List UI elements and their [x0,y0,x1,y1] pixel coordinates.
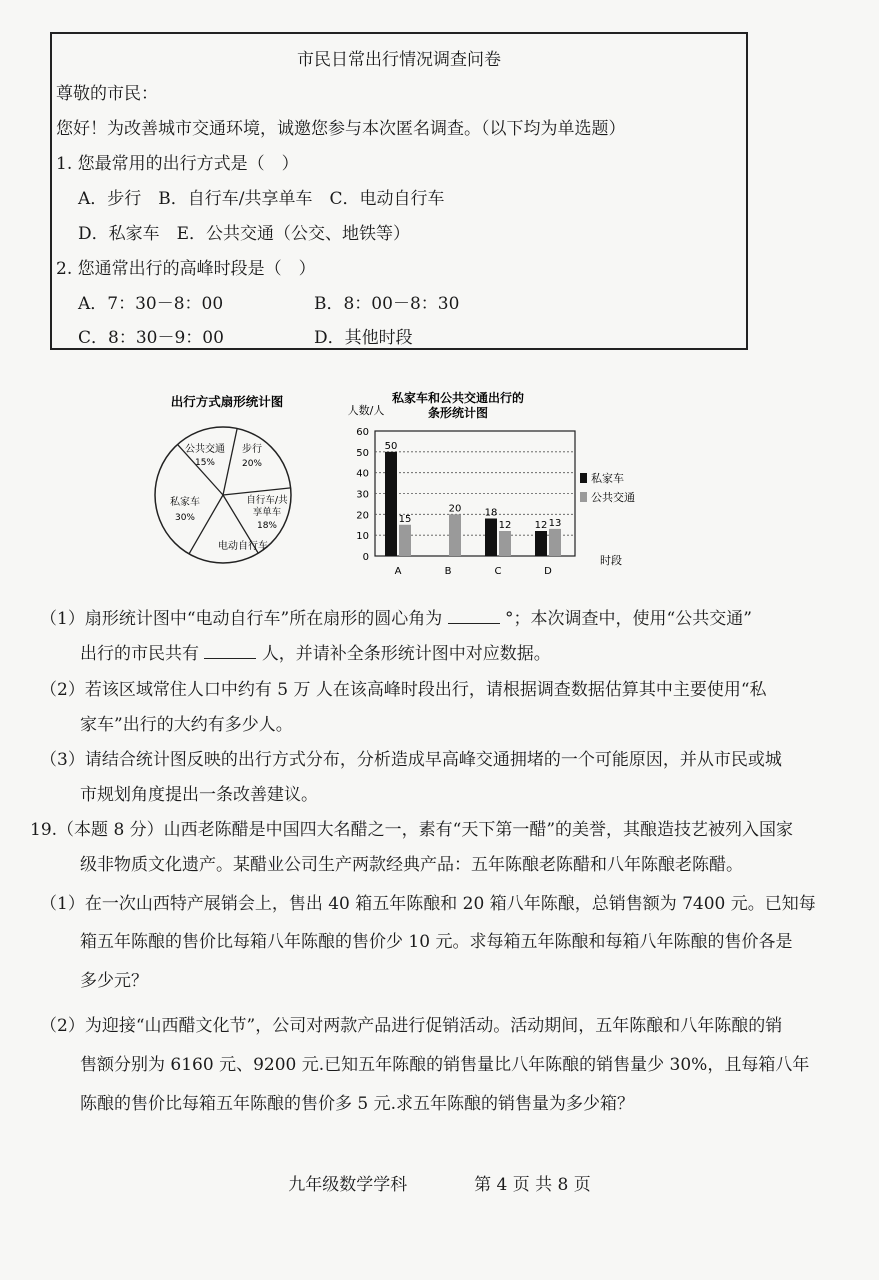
survey-q2-option-b: B．8：00－8：30 [314,294,460,314]
question-19-2-line-3: 陈酿的售价比每箱五年陈酿的售价多 5 元.求五年陈酿的销售量为多少箱？ [80,1094,635,1114]
question-19-2-line-1: （2）为迎接“山西醋文化节”，公司对两款产品进行促销活动。活动期间，五年陈酿和八年陈酿的销 [40,1016,783,1036]
question-19-line-2: 级非物质文化遗产。某醋业公司生产两款经典产品：五年陈酿老陈醋和八年陈酿老陈醋。 [80,855,743,875]
bar-x-tick-label: D [544,566,552,577]
question-3-line-2: 市规划角度提出一条改善建议。 [80,785,318,805]
question-1-part-b: °；本次调查中，使用“公共交通” [505,609,752,629]
question-1-part-a: （1）扇形统计图中“电动自行车”所在扇形的圆心角为 [40,609,443,629]
pie-slice-boundary [223,488,291,495]
bar-title-line1: 私家车和公共交通出行的 [391,391,525,405]
pie-label-ebike: 电动自行车 [218,541,268,552]
survey-box [50,32,748,350]
bar-data-label: 15 [398,513,412,525]
bar-x-tick-label: A [394,566,402,577]
bar-public-C [499,531,511,556]
pie-label-walk: 步行 [242,444,262,455]
question-1-part-c: 出行的市民共有 [80,644,199,664]
bar-y-tick-label: 50 [356,447,369,459]
bar-data-label: 12 [534,520,548,531]
legend-swatch-public [580,492,587,502]
pie-pct-bike: 18% [256,521,278,531]
footer-subject: 九年级数学学科 [288,1175,408,1195]
question-3-line-1: （3）请结合统计图反映的出行方式分布，分析造成早高峰交通拥堵的一个可能原因，并从市民或城 [40,750,782,770]
bar-y-tick-label: 40 [356,468,369,480]
bar-public-D [549,529,561,556]
pie-label-bike-2: 享单车 [252,507,282,518]
question-19-1-line-1: （1）在一次山西特产展销会上，售出 40 箱五年陈酿和 20 箱八年陈酿，总销售额为 7400 元。已知每 [40,894,816,914]
bar-y-tick-label: 60 [356,427,369,438]
answer-blank-count[interactable] [204,642,256,659]
question-19-2-line-2: 售额分别为 6160 元、9200 元.已知五年陈酿的销售量比八年陈酿的销售量少 30%，且每箱八年 [80,1055,810,1075]
page-footer [0,1170,879,1195]
pie-label-bike-1: 自行车/共 [246,495,288,506]
pie-chart [145,390,325,590]
bar-data-label: 13 [548,517,562,529]
bar-car-C [485,519,497,557]
bar-data-label: 20 [448,503,462,515]
bar-y-tick-label: 10 [356,531,369,543]
bar-title-line2: 条形统计图 [427,406,489,420]
bar-public-A [399,525,411,556]
answer-blank-angle[interactable] [448,607,500,624]
question-19-1-line-3: 多少元？ [80,971,148,991]
survey-q2-option-d: D．其他时段 [314,328,413,348]
bar-y-tick-label: 20 [356,510,369,522]
pie-slice-boundary [223,428,237,495]
survey-q1: 1. 您最常用的出行方式是（ ） [56,154,299,174]
question-1-line-2 [80,642,551,666]
bar-xlabel: 时段 [600,554,622,567]
question-2-line-2: 家车”出行的大约有多少人。 [80,715,293,735]
survey-title: 市民日常出行情况调查问卷 [297,50,501,70]
bar-chart [330,388,660,588]
question-19-line-1: 19.（本题 8 分）山西老陈醋是中国四大名醋之一，素有“天下第一醋”的美誉，其酿造技艺被列入国家 [30,820,794,840]
pie-pct-car: 30% [174,513,196,523]
legend-label-car: 私家车 [591,472,624,485]
bar-data-label: 12 [498,520,512,531]
survey-q2-option-a: A．7：30－8：00 [78,294,224,314]
question-1-line-1 [40,607,752,631]
question-2-line-1: （2）若该区域常住人口中约有 5 万 人在该高峰时段出行，请根据调查数据估算其中主要使用“私 [40,680,767,700]
pie-title: 出行方式扇形统计图 [170,394,284,409]
footer-page-number: 第 4 页 共 8 页 [474,1175,591,1195]
pie-pct-public: 15% [194,458,216,468]
pie-label-car: 私家车 [170,497,200,508]
bar-public-B [449,514,461,556]
question-19-1-line-2: 箱五年陈酿的售价比每箱八年陈酿的售价少 10 元。求每箱五年陈酿和每箱八年陈酿的售价各是 [80,932,793,952]
legend-swatch-car [580,473,587,483]
bar-y-tick-label: 0 [362,552,369,563]
question-1-part-d: 人，并请补全条形统计图中对应数据。 [261,644,551,664]
bar-data-label: 18 [484,507,498,519]
bar-ylabel: 人数/人 [347,404,385,417]
survey-q2: 2. 您通常出行的高峰时段是（ ） [56,259,316,279]
survey-q1-options-1: A．步行 B．自行车/共享单车 C．电动自行车 [78,189,445,209]
bar-data-label: 50 [384,440,398,452]
bar-car-A [385,452,397,556]
pie-pct-walk: 20% [241,459,263,469]
pie-label-public: 公共交通 [185,444,225,455]
bar-y-tick-label: 30 [356,489,369,501]
bar-x-tick-label: C [494,566,502,577]
survey-q2-option-c: C．8：30－9：00 [78,328,224,348]
survey-intro: 您好！为改善城市交通环境，诚邀您参与本次匿名调查。（以下均为单选题） [56,119,626,139]
survey-greeting: 尊敬的市民： [56,84,158,104]
bar-x-tick-label: B [444,566,452,577]
legend-label-public: 公共交通 [591,491,635,504]
bar-car-D [535,531,547,556]
survey-q1-options-2: D．私家车 E．公共交通（公交、地铁等） [78,224,411,244]
